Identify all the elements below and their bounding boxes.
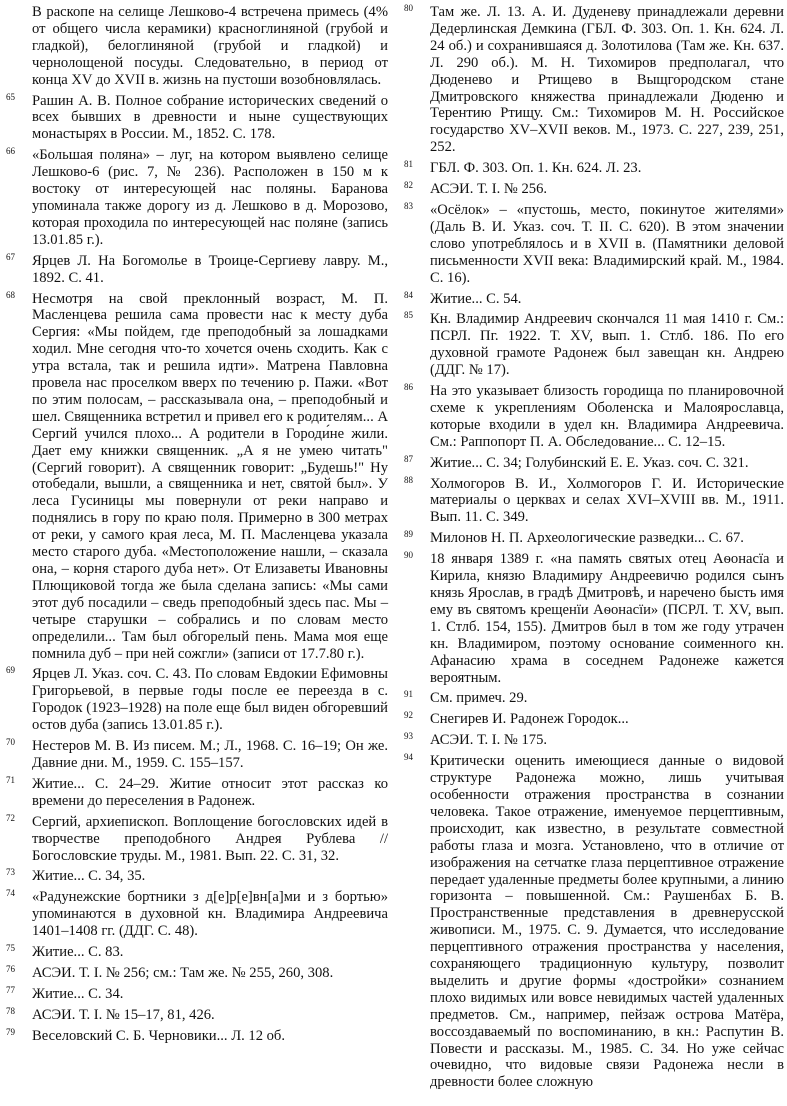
footnote-text: Холмогоров В. И., Холмогоров Г. И. Исторические материалы о церквах и селах XVI–XVIII вв. М., 1911. Вып. 11. С. 349. (430, 475, 784, 526)
footnote-number: 74 (6, 888, 15, 899)
footnote-text: АСЭИ. Т. I. № 256; см.: Там же. № 255, 260, 308. (32, 964, 334, 981)
footnote (6, 944, 388, 961)
footnote (6, 1028, 388, 1045)
footnote-number: 93 (404, 731, 413, 742)
footnote-text: АСЭИ. Т. I. № 256. (430, 181, 548, 198)
footnote-number: 83 (404, 200, 413, 211)
footnote-text: В раскопе на селище Лешково-4 встречена примесь (4% от общего числа керамики) красноглиняной (грубой и гладкой), белоглиняной (грубой и гладкой) и чернолощеной посуды. Следовательно, в период от конца XV до XVII в. жизнь на пустоши возобновлялась. (32, 4, 388, 88)
footnote-text: 18 января 1389 г. «на память святых отец Аѳонасїа и Кирила, князю Владимиру Андреевичю родился сынъ князь Ярослав, в градѣ Дмитровѣ, и наречено бысть имя ему въ святомъ крещенїи Аѳонасїи» (ПСРЛ. Т. XV, вып. 1. Стлб. 154, 155). Дмитров был в том же году утрачен кн. Владимиром, поэтому основание соименного кн. Афанасию храма в соседнем Радонеже кажется вероятным. (430, 551, 784, 686)
footnote (6, 965, 388, 982)
footnote-text: Критически оценить имеющиеся данные о видовой структуре Радонежа можно, лишь учитывая особенности отражения пространства в сознании человека. Такое отражение, именуемое перцептивным, происходит, как известно, в результате совместной работы глаза и мозга. Установлено, что в отличие от изображения на сетчатке глаза перцептивное отражение передает удаленные предметы более крупными, а линию горизонта – повышенной. См.: Раушенбах Б. В. Пространственные представления в древнерусской живописи. М., 1975. С. 9. Думается, что исследование перцептивного отражения пространства у населения, сохраняющего традиционную культуру, позволит выделить и другие формы «достройки» сознанием плохо видимых или вовсе невидимых частей удаленных предметов. См., например, пейзаж острова Матёра, воссоздаваемый по воспоминанию, в кн.: Распутин В. Повести и рассказы. М., 1985. С. 34. Но уже сейчас очевидно, что видовые связи Радонежа несли в древности более сложную (430, 753, 784, 1091)
footnote (404, 530, 784, 547)
footnote-number: 91 (404, 689, 413, 700)
footnote-number: 75 (6, 943, 15, 954)
right-column (404, 4, 784, 1095)
footnote (404, 181, 784, 198)
footnote (404, 383, 784, 451)
footnote-text: «Большая поляна» – луг, на котором выявлено селище Лешково-6 (рис. 7, № 236). Расположен в 150 м к востоку от интересующей нас поляны. Баранова упоминала также дорогу из д. Лешково в д. Морозово, которая проходила по интересующей нас поляне (запись 13.01.85 г.). (32, 147, 388, 248)
footnote-text: АСЭИ. Т. I. № 175. (430, 732, 548, 749)
footnote-text: Несмотря на свой преклонный возраст, М. П. Масленцева решила сама провести нас к месту дуба Сергия: «Мы пойдем, где преподобный за лошадками ходил. Мне сегодня что-то хочется очень сходить. Как с утра встала, так и решила идти». Матрена Павловна провела нас проселком вверх по течению р. Пажи. «Вот по этим полосам, – рассказывала она, – преподобный и шел. Священника встретил и привел его к родителям... А Сергий учился плохо... А родители в Городи́не жили. Дает ему книжки священник. „А я не умею читать" (Сергий говорит). А священник говорит: „Будешь!" Ну отобедали, вышли, а священника и нет, святой был». У леса Гусиницы мы повернули от реки направо и поднялись в гору по краю поля. Примерно в 300 метрах от реки, у самого края леса, М. П. Масленцева указала место старого дуба. «Местоположение нашли, – сказала она, – корня старого дуба нет». От Елизаветы Ивановны Плющиковой тогда же была сделана запись: «Мы сами этот дуб посадили – сведь преподобный здесь пас. Мы – четыре старушки – собрались и по словам место определили... Там был обгорелый пень. Мама моя еще помнила дуб – при ней сожгли» (записи от 17.7.80 г.). (32, 290, 388, 662)
footnote-text: Ярцев Л. На Богомолье в Троице-Сергиеву лавру. М., 1892. С. 41. (32, 252, 388, 286)
footnote (404, 455, 784, 472)
footnote-number: 94 (404, 752, 413, 763)
footnote-text: ГБЛ. Ф. 303. Оп. 1. Кн. 624. Л. 23. (430, 160, 642, 177)
footnote-text: Житие... С. 54. (430, 290, 522, 307)
footnote-continuation (6, 4, 388, 89)
footnote-number: 66 (6, 146, 15, 157)
footnote (6, 868, 388, 885)
footnote-text: Ярцев Л. Указ. соч. С. 43. По словам Евдокии Ефимовны Григорьевой, в первые годы после ее переезда в с. Городок (1923–1928) на поле еще был виден обгоревший остов дуба (запись 13.01.85 г.). (32, 666, 388, 734)
footnote-number: 68 (6, 289, 15, 300)
footnote (404, 202, 784, 287)
footnote-number: 90 (404, 550, 413, 561)
footnote-number: 67 (6, 251, 15, 262)
footnote-number: 70 (6, 737, 15, 748)
footnote (404, 476, 784, 527)
footnote (6, 1007, 388, 1024)
footnote (404, 753, 784, 1091)
footnote (6, 147, 388, 248)
footnote-text: На это указывает близость городища по планировочной схеме к укреплениям Оболенска и Малоярославца, которые входили в удел кн. Владимира Андреевича. См.: Раппопорт П. А. Обследование... С. 12–15. (430, 383, 784, 450)
footnote-text: Милонов Н. П. Археологические разведки... С. 67. (430, 530, 744, 547)
footnote-number: 78 (6, 1005, 15, 1016)
footnote-text: «Радунежские бортники з д[е]р[е]вн[а]ми и з бортью» упоминаются в духовной кн. Владимира Андреевича 1401–1408 гг. (ДДГ. С. 48). (32, 889, 388, 940)
footnote-number: 76 (6, 963, 15, 974)
footnote-number: 89 (404, 529, 413, 540)
footnote-number: 71 (6, 774, 15, 785)
footnote (404, 311, 784, 379)
footnote-text: Житие... С. 83. (32, 944, 124, 961)
footnote-number: 82 (404, 180, 413, 191)
footnote (404, 160, 784, 177)
footnote-number: 79 (6, 1026, 15, 1037)
footnote-text: Кн. Владимир Андреевич скончался 11 мая 1410 г. См.: ПСРЛ. Пг. 1922. Т. XV, вып. 1. Стлб. 186. По его духовной грамоте Радонеж был завещан кн. Андрею (ДДГ. № 17). (430, 311, 784, 379)
footnote-number: 85 (404, 310, 413, 321)
footnote (6, 814, 388, 865)
footnote (6, 776, 388, 810)
footnote-text: Житие... С. 34, 35. (32, 868, 146, 885)
left-column (6, 4, 388, 1049)
footnote (6, 889, 388, 940)
footnote-number: 86 (404, 382, 413, 393)
footnote-text: Рашин А. В. Полное собрание исторических сведений о всех бывших в древности и ныне существующих монастырях в России. М., 1852. С. 178. (32, 92, 388, 143)
footnote-number: 88 (404, 474, 413, 485)
footnote (404, 551, 784, 686)
footnote-text: Там же. Л. 13. А. И. Дуденеву принадлежали деревни Дедерлинская Демкина (ГБЛ. Ф. 303. Оп. 1. Кн. 624. Л. 24 об.) и сохранившаяся д. Золотилова (Там же. Кн. 637. Л. 290 об.). М. Н. Тихомиров предполагал, что Дюденево и Ртищево в Выщгородском стане Дмитровского княжества принадлежали Дюденю и Терентию Ртищу. См.: Тихомиров М. Н. Российское государство XV–XVII веков. М., 1973. С. 227, 239, 251, 252. (430, 4, 784, 156)
footnote-text: «Осёлок» – «пустошь, место, покинутое жителями» (Даль В. И. Указ. соч. Т. II. С. 620). В этом значении слово употреблялось и в XVII в. (Памятники деловой письменности XVII века: Владимирский край. М., 1984. С. 16). (430, 201, 784, 286)
footnote (6, 986, 388, 1003)
footnote (404, 4, 784, 156)
footnote-number: 65 (6, 91, 15, 102)
footnote (6, 738, 388, 772)
footnote-text: Житие... С. 34; Голубинский Е. Е. Указ. соч. С. 321. (430, 454, 749, 471)
footnote (404, 690, 784, 707)
footnote (404, 291, 784, 308)
footnote-text: Житие... С. 24–29. Житие относит этот рассказ ко времени до переселения в Радонеж. (32, 775, 388, 809)
footnote-text: Сергий, архиепископ. Воплощение богословских идей в творчестве преподобного Андрея Рублева // Богословские труды. М., 1981. Вып. 22. С. 31, 32. (32, 813, 388, 864)
footnote-text: Нестеров М. В. Из писем. М.; Л., 1968. С. 16–19; Он же. Давние дни. М., 1959. С. 155–157. (32, 738, 388, 771)
footnote (6, 93, 388, 144)
footnote (6, 666, 388, 734)
footnote-text: Веселовский С. Б. Черновики... Л. 12 об. (32, 1027, 286, 1044)
footnote-number: 81 (404, 159, 413, 170)
footnote (404, 711, 784, 728)
footnote-number: 72 (6, 812, 15, 823)
footnote-text: Снегирев И. Радонеж Городок... (430, 711, 629, 728)
footnote-number: 69 (6, 665, 15, 676)
footnote-number: 92 (404, 710, 413, 721)
footnote (6, 253, 388, 287)
footnote-number: 87 (404, 453, 413, 464)
footnote-text: АСЭИ. Т. I. № 15–17, 81, 426. (32, 1006, 215, 1023)
footnote (404, 732, 784, 749)
footnote-number: 80 (404, 3, 413, 13)
footnote (6, 291, 388, 663)
footnote-text: См. примеч. 29. (430, 690, 528, 707)
footnote-number: 73 (6, 867, 15, 878)
footnote-number: 77 (6, 984, 15, 995)
footnote-number: 84 (404, 289, 413, 300)
footnote-text: Житие... С. 34. (32, 985, 124, 1002)
